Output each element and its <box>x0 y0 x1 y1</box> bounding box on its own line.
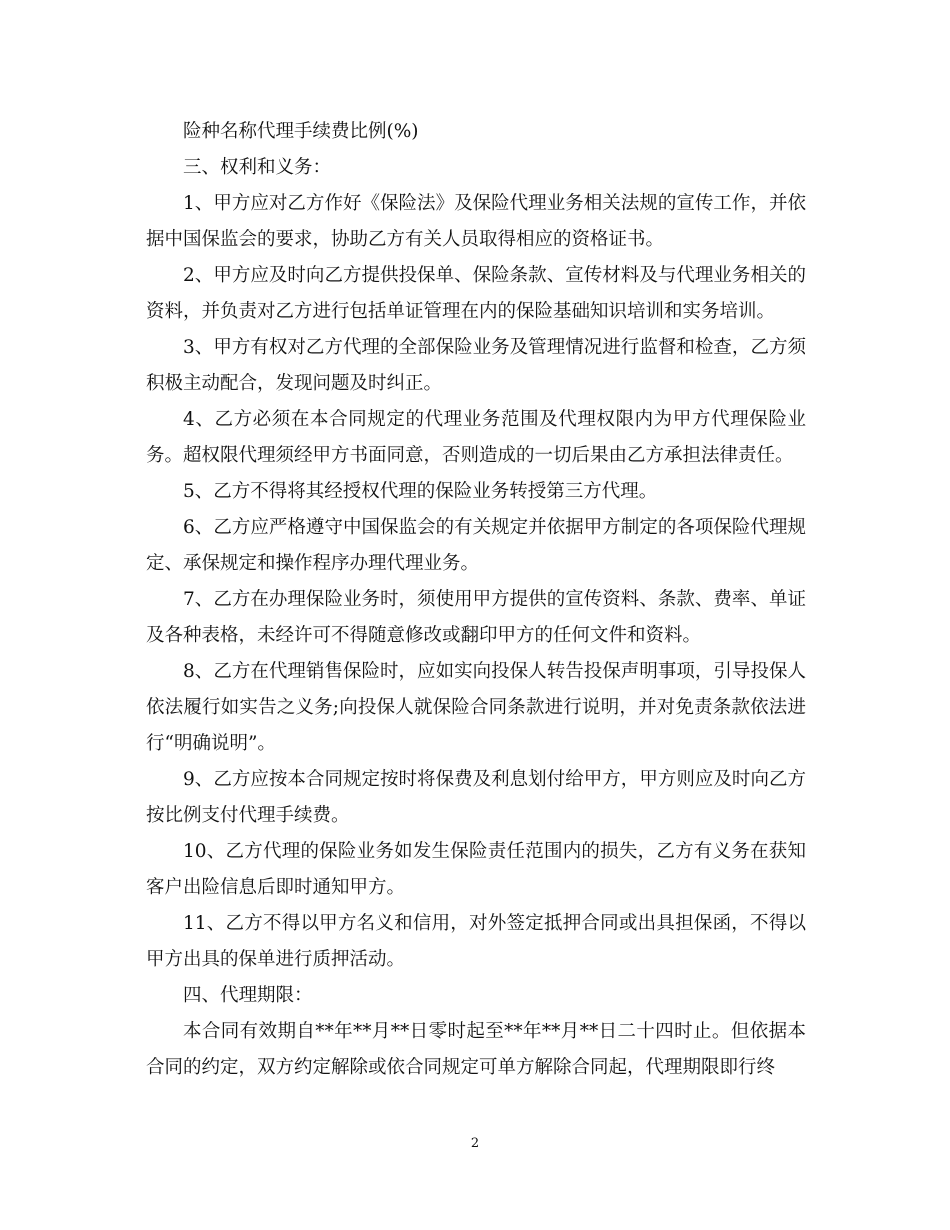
paragraph-heading-rate-table: 险种名称代理手续费比例(%) <box>183 121 419 142</box>
clause-4: 4、乙方必须在本合同规定的代理业务范围及代理权限内为甲方代理保险业务。超权限代理须经甲方书面同意，否则造成的一切后果由乙方承担法律责任。 <box>146 409 806 466</box>
clause-7: 7、乙方在办理保险业务时，须使用甲方提供的宣传资料、条款、费率、单证及各种表格，未经许可不得随意修改或翻印甲方的任何文件和资料。 <box>146 589 806 646</box>
clause-6: 6、乙方应严格遵守中国保监会的有关规定并依据甲方制定的各项保险代理规定、承保规定和操作程序办理代理业务。 <box>146 517 806 574</box>
section-heading-agency-term: 四、代理期限： <box>183 985 313 1006</box>
clause-3: 3、甲方有权对乙方代理的全部保险业务及管理情况进行监督和检查，乙方须积极主动配合，发现问题及时纠正。 <box>146 337 806 394</box>
clause-5: 5、乙方不得将其经授权代理的保险业务转授第三方代理。 <box>183 481 658 502</box>
section-heading-rights-obligations: 三、权利和义务： <box>183 157 332 178</box>
clause-9: 9、乙方应按本合同规定按时将保费及利息划付给甲方，甲方则应及时向乙方按比例支付代理手续费。 <box>146 769 806 826</box>
agency-term-paragraph: 本合同有效期自**年**月**日零时起至**年**月**日二十四时止。但依据本合同的约定，双方约定解除或依合同规定可单方解除合同起，代理期限即行终 <box>146 1021 806 1078</box>
clause-11: 11、乙方不得以甲方名义和信用，对外签定抵押合同或出具担保函，不得以甲方出具的保单进行质押活动。 <box>146 913 806 970</box>
document-body <box>146 114 806 1086</box>
clause-10: 10、乙方代理的保险业务如发生保险责任范围内的损失，乙方有义务在获知客户出险信息后即时通知甲方。 <box>146 841 806 898</box>
page-number: 2 <box>470 1136 480 1151</box>
clause-1: 1、甲方应对乙方作好《保险法》及保险代理业务相关法规的宣传工作，并依据中国保监会的要求，协助乙方有关人员取得相应的资格证书。 <box>146 193 806 250</box>
clause-2: 2、甲方应及时向乙方提供投保单、保险条款、宣传材料及与代理业务相关的资料，并负责对乙方进行包括单证管理在内的保险基础知识培训和实务培训。 <box>146 265 806 322</box>
clause-8: 8、乙方在代理销售保险时，应如实向投保人转告投保声明事项，引导投保人依法履行如实告之义务;向投保人就保险合同条款进行说明，并对免责条款依法进行“明确说明”。 <box>146 661 806 754</box>
